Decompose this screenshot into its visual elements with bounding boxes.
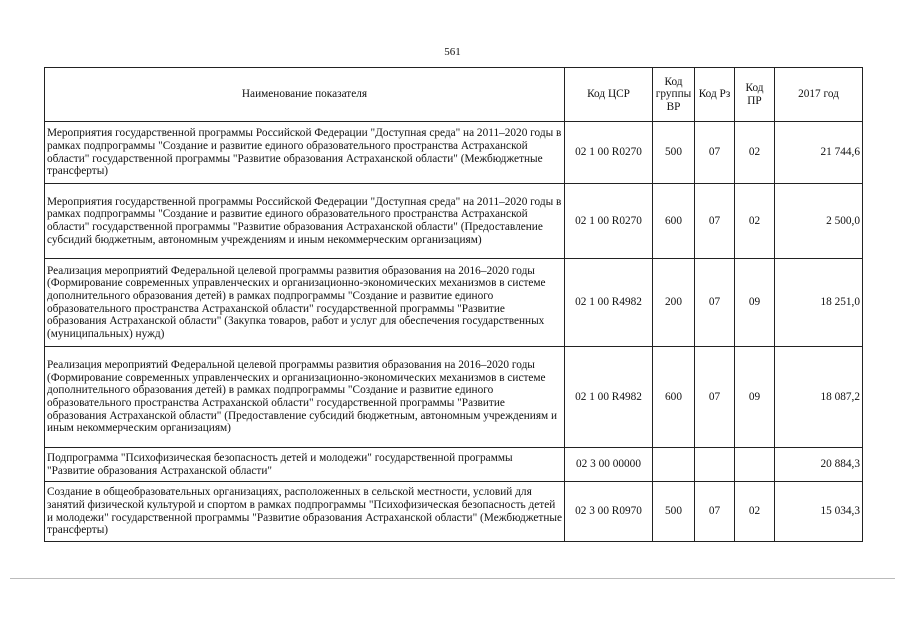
row-pr: 09 — [735, 347, 775, 448]
row-amount: 18 087,2 — [775, 347, 863, 448]
table-row — [45, 482, 863, 542]
header-name: Наименование показателя — [45, 68, 565, 122]
table-row — [45, 259, 863, 347]
row-rz: 07 — [695, 347, 735, 448]
header-csr: Код ЦСР — [565, 68, 653, 122]
table-row — [45, 448, 863, 482]
table-header-row — [45, 68, 863, 122]
row-amount: 15 034,3 — [775, 482, 863, 542]
header-year: 2017 год — [775, 68, 863, 122]
table-row — [45, 122, 863, 184]
row-csr: 02 1 00 R0270 — [565, 122, 653, 184]
row-vr: 200 — [653, 259, 695, 347]
row-rz: 07 — [695, 122, 735, 184]
row-pr — [735, 448, 775, 482]
row-name: Реализация мероприятий Федеральной целевой программы развития образования на 2016–2020 годы (Формирование современных управленческих и организационно-экономических механизмов в системе дополнительного образования детей) в рамках подпрограммы "Создание и развитие единого образовательного пространства Астраханской области" государственной программы "Развитие образования Астраханской области" (Закупка товаров, работ и услуг для обеспечения государственных (муниципальных) нужд) — [45, 259, 565, 347]
row-csr: 02 3 00 00000 — [565, 448, 653, 482]
row-name: Реализация мероприятий Федеральной целевой программы развития образования на 2016–2020 годы (Формирование современных управленческих и организационно-экономических механизмов в системе дополнительного образования детей) в рамках подпрограммы "Создание и развитие единого образовательного пространства Астраханской области" государственной программы "Развитие образования Астраханской области" (Предоставление субсидий бюджетным, автономным учреждениям и иным некоммерческим организациям) — [45, 347, 565, 448]
row-csr: 02 1 00 R4982 — [565, 259, 653, 347]
header-rz: Код Рз — [695, 68, 735, 122]
row-csr: 02 1 00 R0270 — [565, 184, 653, 259]
row-amount: 21 744,6 — [775, 122, 863, 184]
row-vr — [653, 448, 695, 482]
table-row — [45, 347, 863, 448]
row-vr: 600 — [653, 184, 695, 259]
header-vr: Код группы ВР — [653, 68, 695, 122]
header-pr: Код ПР — [735, 68, 775, 122]
row-pr: 02 — [735, 122, 775, 184]
row-vr: 500 — [653, 122, 695, 184]
page-bottom-divider — [10, 578, 895, 579]
page-number: 561 — [444, 46, 461, 58]
row-rz — [695, 448, 735, 482]
row-amount: 18 251,0 — [775, 259, 863, 347]
row-vr: 500 — [653, 482, 695, 542]
row-name: Мероприятия государственной программы Российской Федерации "Доступная среда" на 2011–2020 годы в рамках подпрограммы "Создание и развитие единого образовательного пространства Астраханской области" государственной программы "Развитие образования Астраханской области" (Предоставление субсидий бюджетным, автономным учреждениям и иным некоммерческим организациям) — [45, 184, 565, 259]
row-rz: 07 — [695, 259, 735, 347]
row-rz: 07 — [695, 184, 735, 259]
row-name: Создание в общеобразовательных организациях, расположенных в сельской местности, условий для занятий физической культурой и спортом в рамках подпрограммы "Психофизическая безопасность детей и молодежи" государственной программы "Развитие образования Астраханской области" (Межбюджетные трансферты) — [45, 482, 565, 542]
row-pr: 02 — [735, 184, 775, 259]
row-csr: 02 3 00 R0970 — [565, 482, 653, 542]
budget-table — [44, 67, 863, 542]
row-name: Мероприятия государственной программы Российской Федерации "Доступная среда" на 2011–2020 годы в рамках подпрограммы "Создание и развитие единого образовательного пространства Астраханской области" государственной программы "Развитие образования Астраханской области" (Межбюджетные трансферты) — [45, 122, 565, 184]
row-pr: 09 — [735, 259, 775, 347]
row-vr: 600 — [653, 347, 695, 448]
row-csr: 02 1 00 R4982 — [565, 347, 653, 448]
row-rz: 07 — [695, 482, 735, 542]
row-amount: 20 884,3 — [775, 448, 863, 482]
row-amount: 2 500,0 — [775, 184, 863, 259]
row-pr: 02 — [735, 482, 775, 542]
table-row — [45, 184, 863, 259]
row-name: Подпрограмма "Психофизическая безопасность детей и молодежи" государственной программы "Развитие образования Астраханской области" — [45, 448, 565, 482]
